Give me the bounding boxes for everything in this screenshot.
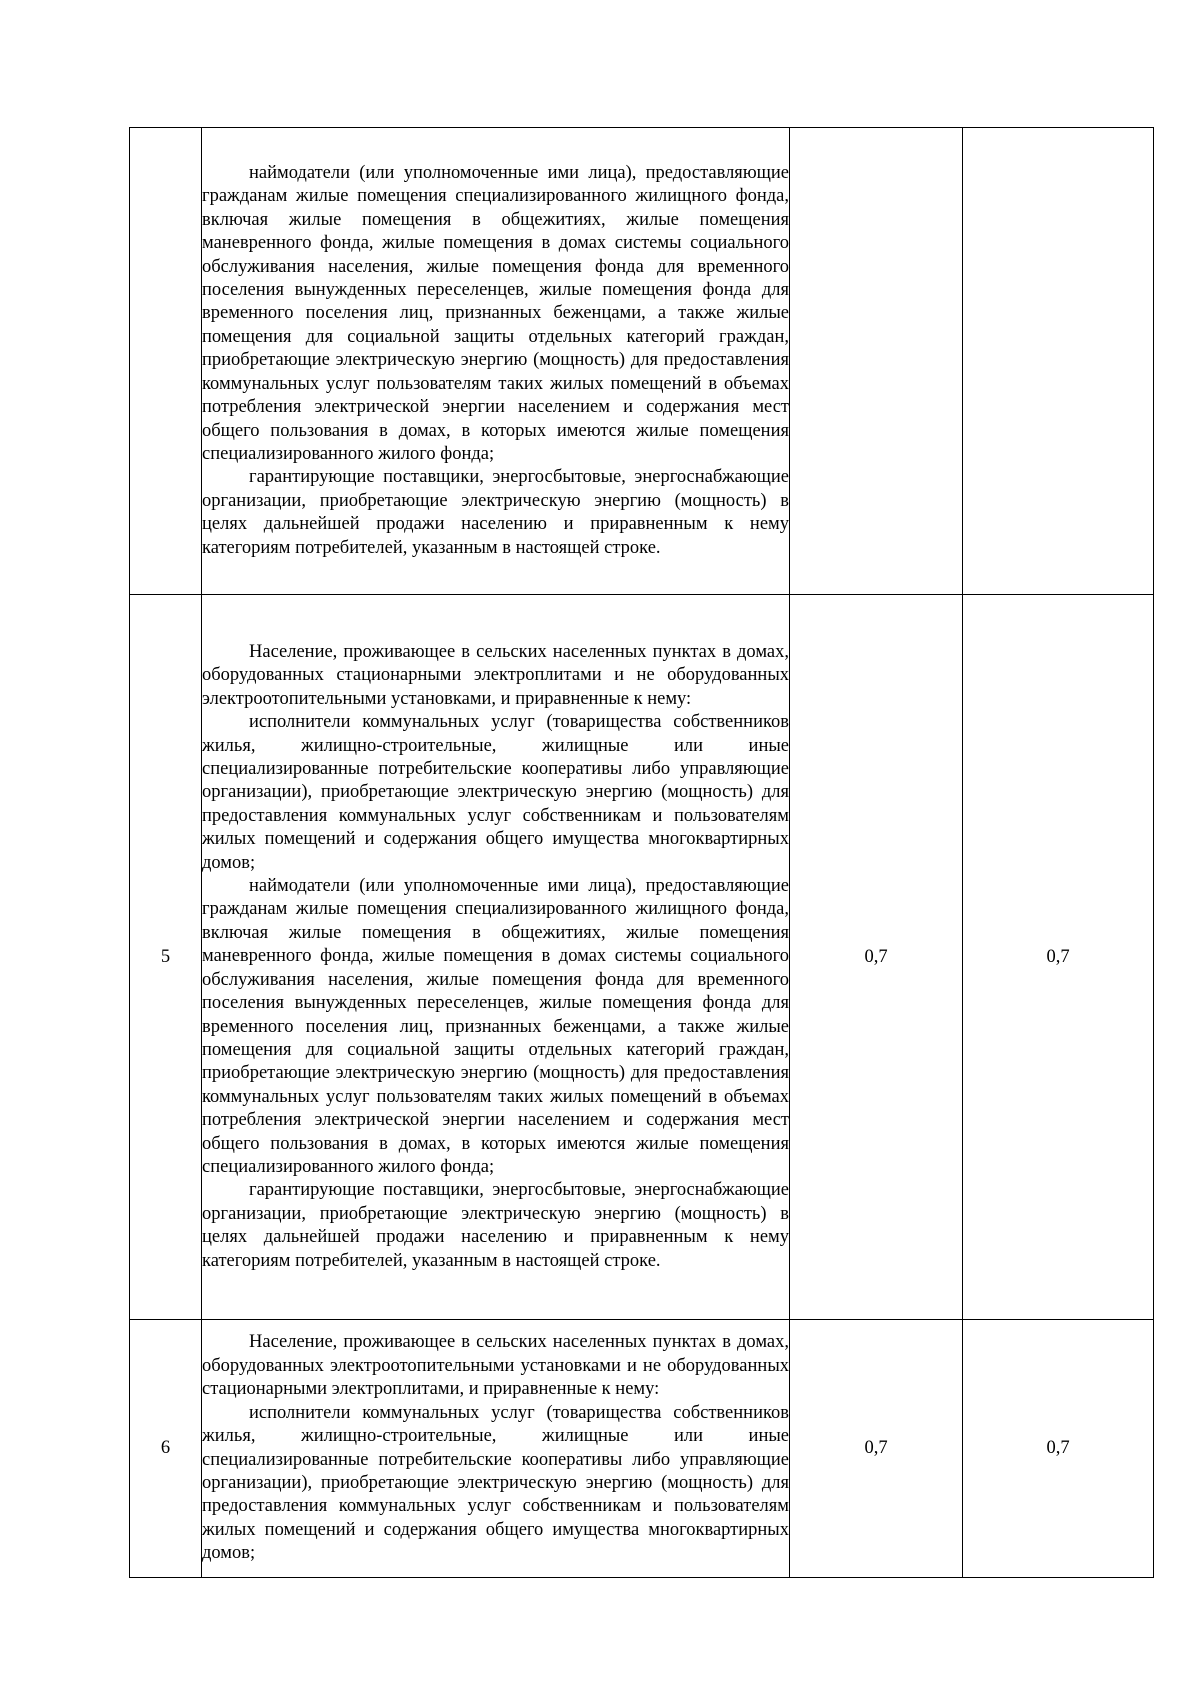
- paragraph: наймодатели (или уполномоченные ими лица), предоставляющие гражданам жилые помещения специализированного жилищного фонда, включая жилые помещения в общежитиях, жилые помещения маневренного фонда, жилые помещения в домах системы социального обслуживания населения, жилые помещения фонда для временного поселения вынужденных переселенцев, жилые помещения фонда для временного поселения лиц, признанных беженцами, а также жилые помещения для социальной защиты отдельных категорий граждан, приобретающие электрическую энергию (мощность) для предоставления коммунальных услуг пользователям таких жилых помещений в объемах потребления электрической энергии населением и содержания мест общего пользования в домах, в которых имеются жилые помещения специализированного жилого фонда;: [202, 163, 789, 464]
- table-row: [130, 1320, 1154, 1578]
- table-row: [130, 595, 1154, 1320]
- value-cell: [963, 128, 1154, 595]
- row-description: [202, 128, 790, 595]
- value-cell: 0,7: [790, 595, 963, 1320]
- paragraph: гарантирующие поставщики, энергосбытовые, энергоснабжающие организации, приобретающие электрическую энергию (мощность) в целях дальнейшей продажи населению и приравненным к нему категориям потребителей, указанным в настоящей строке.: [202, 467, 789, 558]
- value-cell: 0,7: [963, 595, 1154, 1320]
- value-cell: 0,7: [790, 1320, 963, 1578]
- tariff-table: [129, 127, 1154, 1578]
- paragraph: Население, проживающее в сельских населенных пунктах в домах, оборудованных электроотопительными установками и не оборудованных стационарными электроплитами, и приравненные к нему:: [202, 1332, 789, 1400]
- value-cell: 0,7: [963, 1320, 1154, 1578]
- value-cell: [790, 128, 963, 595]
- paragraph: исполнители коммунальных услуг (товарищества собственников жилья, жилищно-строительные, жилищные или иные специализированные потребительские кооперативы либо управляющие организации), приобретающие электрическую энергию (мощность) для предоставления коммунальных услуг собственникам и пользователям жилых помещений и содержания общего имущества многоквартирных домов;: [202, 712, 789, 873]
- row-number: [130, 128, 202, 595]
- row-number: 6: [130, 1320, 202, 1578]
- row-number: 5: [130, 595, 202, 1320]
- paragraph: гарантирующие поставщики, энергосбытовые, энергоснабжающие организации, приобретающие электрическую энергию (мощность) в целях дальнейшей продажи населению и приравненным к нему категориям потребителей, указанным в настоящей строке.: [202, 1180, 789, 1271]
- paragraph: исполнители коммунальных услуг (товарищества собственников жилья, жилищно-строительные, жилищные или иные специализированные потребительские кооперативы либо управляющие организации), приобретающие электрическую энергию (мощность) для предоставления коммунальных услуг собственникам и пользователям жилых помещений и содержания общего имущества многоквартирных домов;: [202, 1402, 789, 1564]
- table-row: [130, 128, 1154, 595]
- paragraph: наймодатели (или уполномоченные ими лица), предоставляющие гражданам жилые помещения специализированного жилищного фонда, включая жилые помещения в общежитиях, жилые помещения маневренного фонда, жилые помещения в домах системы социального обслуживания населения, жилые помещения фонда для временного поселения вынужденных переселенцев, жилые помещения фонда для временного поселения лиц, признанных беженцами, а также жилые помещения для социальной защиты отдельных категорий граждан, приобретающие электрическую энергию (мощность) для предоставления коммунальных услуг пользователям таких жилых помещений в объемах потребления электрической энергии населением и содержания мест общего пользования в домах, в которых имеются жилые помещения специализированного жилого фонда;: [202, 876, 789, 1177]
- row-description: [202, 595, 790, 1320]
- row-description: [202, 1320, 790, 1578]
- paragraph: Население, проживающее в сельских населенных пунктах в домах, оборудованных стационарными электроплитами и не оборудованных электроотопительными установками, и приравненные к нему:: [202, 642, 789, 709]
